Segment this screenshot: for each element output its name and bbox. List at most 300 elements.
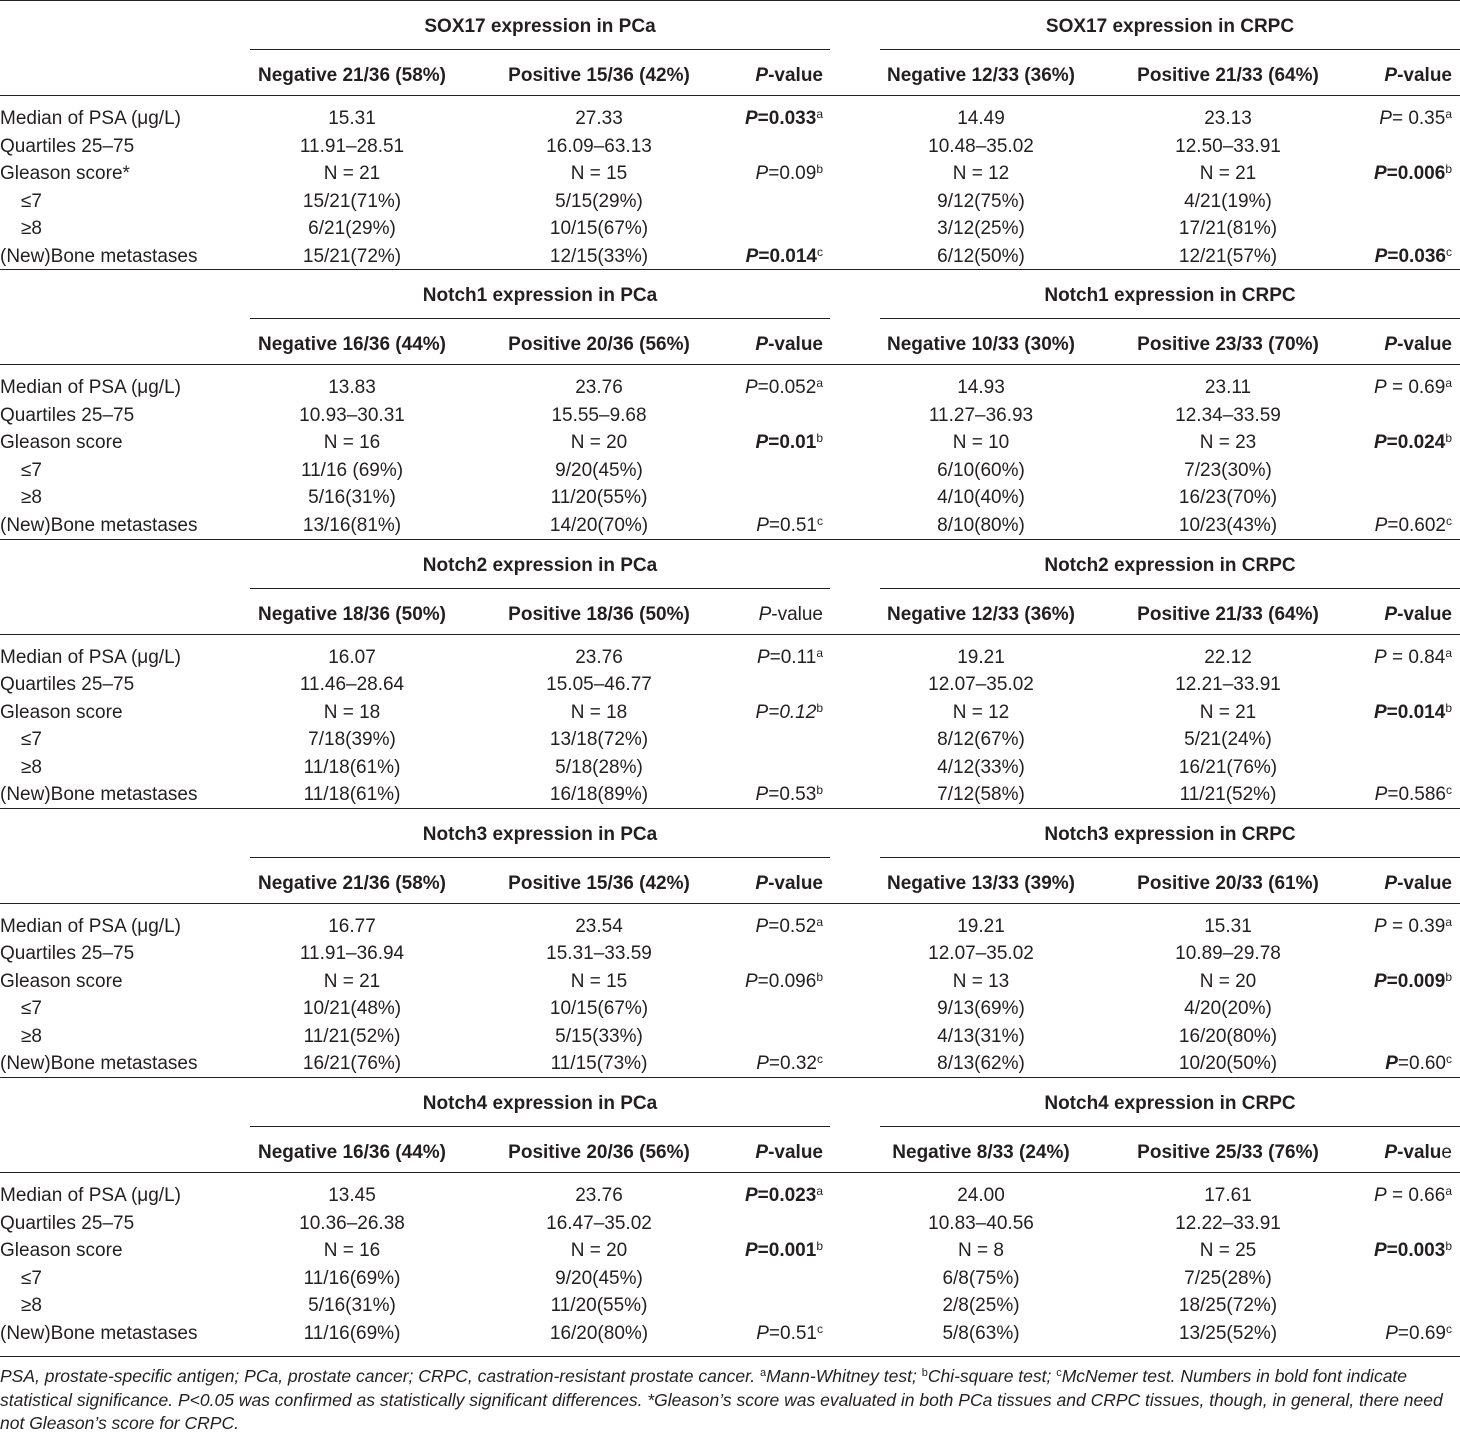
pca-pvalue-cell bbox=[756, 515, 823, 537]
pca-pvalue-cell-footnote-mark: a bbox=[816, 1184, 823, 1198]
pca-neg-cell: 11/16(69%) bbox=[303, 1267, 401, 1289]
crpc-pvalue-cell-p: P bbox=[1373, 701, 1387, 723]
pca-pvalue-header-value: -value bbox=[768, 872, 823, 894]
row-label: ≤7 bbox=[21, 1267, 42, 1289]
crpc-panel-title: Notch2 expression in CRPC bbox=[1044, 554, 1296, 576]
crpc-pvalue-cell-value: =0.024 bbox=[1386, 432, 1446, 454]
footnote-mark: b bbox=[921, 1367, 928, 1379]
pca-pvalue-cell bbox=[756, 432, 823, 454]
pca-neg-cell: 6/21(29%) bbox=[308, 218, 396, 239]
pca-neg-cell: 13.83 bbox=[328, 377, 376, 399]
pca-neg-cell: 11.91–28.51 bbox=[299, 135, 405, 157]
table-section bbox=[0, 539, 1460, 808]
crpc-pos-cell: N = 21 bbox=[1199, 163, 1257, 184]
header-rule bbox=[0, 364, 1460, 365]
pca-pvalue-header-p: P bbox=[755, 334, 769, 356]
crpc-pvalue-cell bbox=[1385, 1323, 1452, 1345]
row-label: Quartiles 25–75 bbox=[0, 404, 135, 426]
pca-pvalue-cell-p: P bbox=[744, 377, 758, 399]
pca-positive-header: Positive 18/36 (50%) bbox=[508, 603, 690, 625]
crpc-pvalue-cell bbox=[1385, 1053, 1452, 1075]
section-rule bbox=[0, 0, 1460, 1]
crpc-panel-title: Notch3 expression in CRPC bbox=[1044, 823, 1296, 845]
crpc-neg-cell: N = 13 bbox=[952, 970, 1010, 992]
crpc-pvalue-cell bbox=[1375, 784, 1452, 806]
pca-pos-cell: 12/15(33%) bbox=[549, 245, 649, 267]
crpc-pvalue-header-value: -valu bbox=[1397, 1142, 1442, 1163]
crpc-pvalue-cell-value: = 0.66 bbox=[1386, 1185, 1446, 1206]
crpc-title-rule bbox=[880, 49, 1460, 50]
crpc-neg-cell: 19.21 bbox=[957, 915, 1005, 937]
crpc-pos-cell: 12.21–33.91 bbox=[1175, 674, 1281, 695]
row-label: (New)Bone metastases bbox=[0, 514, 198, 536]
crpc-pos-cell: 4/21(19%) bbox=[1184, 190, 1272, 212]
crpc-pos-cell: 11/21(52%) bbox=[1179, 784, 1277, 805]
pca-pvalue-cell-p: P bbox=[745, 245, 759, 267]
crpc-pvalue-cell-p: P bbox=[1373, 432, 1387, 454]
crpc-title-rule bbox=[880, 857, 1460, 858]
pca-neg-cell: 11/21(52%) bbox=[303, 1025, 401, 1047]
crpc-pos-cell: 15.31 bbox=[1204, 915, 1252, 937]
pca-pos-cell: N = 20 bbox=[570, 432, 628, 454]
pca-pos-cell: 16.47–35.02 bbox=[546, 1212, 652, 1234]
crpc-pos-cell: 12.34–33.59 bbox=[1175, 404, 1281, 426]
crpc-positive-header: Positive 21/33 (64%) bbox=[1137, 603, 1319, 625]
crpc-neg-cell: N = 8 bbox=[958, 1240, 1004, 1261]
section-rule bbox=[0, 1077, 1460, 1078]
pca-pvalue-cell-p: P bbox=[755, 915, 769, 937]
pca-neg-cell: 5/16(31%) bbox=[308, 1295, 396, 1316]
pca-pvalue-cell bbox=[745, 108, 823, 130]
crpc-pvalue-cell-value: =0.006 bbox=[1386, 163, 1446, 184]
crpc-neg-cell: 24.00 bbox=[957, 1185, 1005, 1206]
crpc-neg-cell: 10.48–35.02 bbox=[928, 135, 1034, 157]
crpc-neg-cell: 2/8(25%) bbox=[942, 1295, 1020, 1316]
pca-panel-title: Notch4 expression in PCa bbox=[422, 1093, 658, 1114]
pca-pvalue-cell-footnote-mark: b bbox=[816, 969, 823, 984]
crpc-pvalue-cell-value: = 0.39 bbox=[1386, 915, 1446, 937]
row-label: ≥8 bbox=[21, 218, 42, 239]
pca-pvalue-cell-footnote-mark: c bbox=[817, 513, 823, 528]
pca-neg-cell: 11/18(61%) bbox=[303, 756, 401, 778]
crpc-neg-cell: 9/13(69%) bbox=[937, 998, 1025, 1020]
pca-negative-header: Negative 21/36 (58%) bbox=[258, 65, 446, 86]
pca-pvalue-header-p: P bbox=[755, 65, 769, 86]
pca-pos-cell: 23.76 bbox=[575, 377, 623, 399]
crpc-pvalue-cell-p: P bbox=[1373, 646, 1387, 668]
crpc-pvalue-cell-p: P bbox=[1374, 514, 1388, 536]
row-label: ≥8 bbox=[21, 756, 42, 778]
pca-neg-cell: 16.77 bbox=[328, 915, 376, 937]
crpc-pvalue-cell bbox=[1379, 108, 1452, 130]
crpc-pvalue-header-p: P bbox=[1384, 872, 1398, 894]
pca-title-rule bbox=[250, 857, 830, 858]
pca-pvalue-cell bbox=[756, 1053, 823, 1075]
crpc-pvalue-cell-value: =0.036 bbox=[1387, 245, 1446, 267]
pca-pos-cell: 10/15(67%) bbox=[549, 998, 649, 1020]
pca-pvalue-cell-value: =0.12 bbox=[768, 701, 817, 723]
footnote-text: Chi-square test; bbox=[927, 1366, 1057, 1386]
crpc-positive-header: Positive 21/33 (64%) bbox=[1137, 65, 1319, 86]
pca-pos-cell: 16/20(80%) bbox=[549, 1322, 649, 1344]
pca-pvalue-cell-footnote-mark: c bbox=[817, 244, 823, 259]
pca-pvalue-cell-footnote-mark: b bbox=[816, 431, 823, 446]
pca-pvalue-header-value: -value bbox=[771, 603, 823, 625]
pca-neg-cell: 10.36–26.38 bbox=[299, 1212, 405, 1234]
pca-pos-cell: N = 15 bbox=[570, 163, 628, 184]
pca-pos-cell: N = 20 bbox=[570, 1240, 628, 1261]
crpc-pvalue-cell-value: =0.003 bbox=[1386, 1240, 1446, 1261]
crpc-panel-title: Notch4 expression in CRPC bbox=[1044, 1093, 1296, 1114]
row-label: Median of PSA (μg/L) bbox=[0, 377, 181, 399]
crpc-pvalue-cell-footnote-mark: a bbox=[1445, 914, 1452, 929]
crpc-pvalue-cell-footnote-mark: a bbox=[1445, 645, 1452, 660]
pca-pos-cell: 15.05–46.77 bbox=[546, 674, 652, 695]
pca-pos-cell: N = 18 bbox=[570, 701, 628, 723]
pca-neg-cell: N = 16 bbox=[323, 432, 381, 454]
row-label: Median of PSA (μg/L) bbox=[0, 108, 181, 129]
crpc-pvalue-header-p: P bbox=[1384, 1142, 1398, 1163]
crpc-pvalue-cell-footnote-mark: b bbox=[1445, 700, 1452, 715]
crpc-pvalue-header bbox=[1384, 65, 1452, 87]
pca-pos-cell: 11/20(55%) bbox=[550, 487, 648, 509]
pca-pvalue-cell-value: =0.023 bbox=[757, 1185, 817, 1206]
crpc-pvalue-cell bbox=[1374, 1185, 1452, 1207]
crpc-pos-cell: N = 23 bbox=[1199, 432, 1257, 454]
pca-panel-title: Notch3 expression in PCa bbox=[422, 823, 658, 845]
pca-pvalue-cell-p: P bbox=[744, 108, 758, 129]
row-label: ≤7 bbox=[21, 998, 42, 1020]
crpc-pos-cell: 16/23(70%) bbox=[1178, 487, 1278, 509]
crpc-pos-cell: 17.61 bbox=[1204, 1185, 1252, 1206]
footnote-mark: c bbox=[1056, 1367, 1062, 1379]
pca-neg-cell: 5/16(31%) bbox=[308, 487, 396, 509]
pca-pos-cell: 16/18(89%) bbox=[549, 784, 649, 805]
crpc-pvalue-header-value: -value bbox=[1397, 603, 1452, 625]
crpc-pvalue-cell-footnote-mark: b bbox=[1445, 969, 1452, 984]
crpc-pvalue-header-p: P bbox=[1384, 603, 1398, 625]
crpc-neg-cell: 8/12(67%) bbox=[937, 729, 1025, 750]
pca-pvalue-cell-value: =0.001 bbox=[757, 1240, 817, 1261]
crpc-pvalue-cell-footnote-mark: c bbox=[1446, 1052, 1452, 1067]
pca-pos-cell: 9/20(45%) bbox=[555, 1267, 643, 1289]
crpc-pvalue-cell-footnote-mark: c bbox=[1446, 1321, 1452, 1336]
crpc-pvalue-header bbox=[1384, 873, 1452, 895]
crpc-pos-cell: N = 21 bbox=[1199, 701, 1257, 723]
crpc-pvalue-cell-value: =0.60 bbox=[1397, 1053, 1446, 1075]
crpc-pvalue-header-value: -value bbox=[1397, 872, 1452, 894]
crpc-positive-header: Positive 20/33 (61%) bbox=[1137, 872, 1319, 894]
crpc-pos-cell: 16/21(76%) bbox=[1178, 756, 1278, 778]
crpc-pvalue-cell bbox=[1374, 916, 1452, 938]
pca-pvalue-cell-value: =0.32 bbox=[768, 1053, 817, 1075]
pca-pvalue-header bbox=[759, 604, 823, 626]
pca-positive-header: Positive 15/36 (42%) bbox=[508, 872, 690, 894]
pca-neg-cell: 11/16 (69%) bbox=[300, 459, 404, 481]
crpc-positive-header: Positive 23/33 (70%) bbox=[1137, 334, 1319, 356]
pca-pvalue-cell-value: =0.51 bbox=[768, 1322, 817, 1344]
crpc-neg-cell: 4/13(31%) bbox=[937, 1025, 1025, 1047]
pca-pvalue-cell bbox=[756, 163, 823, 185]
row-label: (New)Bone metastases bbox=[0, 1053, 198, 1075]
pca-pvalue-cell-footnote-mark: a bbox=[816, 107, 823, 121]
pca-pvalue-cell-p: P bbox=[744, 1185, 758, 1206]
section-rule bbox=[0, 539, 1460, 540]
crpc-pvalue-cell bbox=[1374, 702, 1452, 724]
table-bottom-rule bbox=[0, 1356, 1460, 1357]
crpc-pvalue-cell-footnote-mark: b bbox=[1445, 1239, 1452, 1253]
row-label: ≥8 bbox=[21, 1025, 42, 1047]
pca-pvalue-cell bbox=[756, 1323, 823, 1345]
pca-pvalue-cell-value: =0.11 bbox=[769, 646, 817, 668]
pca-neg-cell: 10/21(48%) bbox=[302, 998, 402, 1020]
row-label: (New)Bone metastases bbox=[0, 245, 198, 267]
pca-pos-cell: 27.33 bbox=[575, 108, 623, 129]
crpc-pvalue-cell-value: =0.014 bbox=[1386, 701, 1446, 723]
table-section bbox=[0, 808, 1460, 1077]
row-label: Quartiles 25–75 bbox=[0, 674, 135, 695]
crpc-pvalue-cell-p: P bbox=[1373, 1185, 1387, 1206]
row-label: Quartiles 25–75 bbox=[0, 943, 135, 965]
section-rule bbox=[0, 269, 1460, 270]
crpc-pvalue-cell bbox=[1374, 647, 1452, 669]
footnote-text: Mann-Whitney test; bbox=[766, 1366, 922, 1386]
pca-pvalue-cell-footnote-mark: a bbox=[816, 645, 823, 660]
pca-negative-header: Negative 16/36 (44%) bbox=[258, 1142, 446, 1163]
crpc-pvalue-cell bbox=[1375, 246, 1452, 268]
crpc-neg-cell: 12.07–35.02 bbox=[928, 674, 1034, 695]
pca-panel-title: Notch1 expression in PCa bbox=[422, 285, 658, 307]
pca-pos-cell: 9/20(45%) bbox=[555, 459, 643, 481]
crpc-panel-title: SOX17 expression in CRPC bbox=[1045, 16, 1295, 37]
pca-pvalue-cell-p: P bbox=[755, 701, 769, 723]
pca-title-rule bbox=[250, 49, 830, 50]
pca-neg-cell: 15/21(71%) bbox=[302, 190, 402, 212]
pca-pvalue-cell-value: =0.01 bbox=[768, 432, 817, 454]
pca-negative-header: Negative 21/36 (58%) bbox=[258, 872, 446, 894]
row-label: Gleason score bbox=[0, 1240, 123, 1261]
crpc-pvalue-cell bbox=[1374, 971, 1452, 993]
pca-neg-cell: 15.31 bbox=[328, 108, 376, 129]
crpc-pvalue-cell-p: P bbox=[1374, 784, 1388, 805]
footnote-text: McNemer test. Numbers in bold font indicate statistical significance. P<0.05 was confirmed as statistically significant differences. *Gleason’s score was evaluated in both PCa tissues and CRPC tissues, though, in general, there need not Gleason’s score for CRPC. bbox=[0, 1366, 1443, 1433]
row-label: ≤7 bbox=[21, 190, 42, 212]
row-label: ≤7 bbox=[21, 729, 42, 750]
crpc-pvalue-cell bbox=[1374, 1240, 1452, 1262]
crpc-neg-cell: N = 12 bbox=[952, 701, 1010, 723]
row-label: Gleason score bbox=[0, 701, 123, 723]
crpc-pos-cell: N = 25 bbox=[1199, 1240, 1257, 1261]
pca-pvalue-cell bbox=[756, 916, 823, 938]
crpc-pvalue-cell-footnote-mark: c bbox=[1446, 513, 1452, 528]
pca-negative-header: Negative 18/36 (50%) bbox=[258, 603, 446, 625]
crpc-pvalue-cell-value: = 0.69 bbox=[1386, 377, 1446, 399]
pca-neg-cell: N = 21 bbox=[323, 970, 381, 992]
crpc-positive-header: Positive 25/33 (76%) bbox=[1137, 1142, 1319, 1163]
crpc-pvalue-cell bbox=[1375, 515, 1452, 537]
crpc-pvalue-header-tail: e bbox=[1441, 1142, 1452, 1163]
table-section bbox=[0, 269, 1460, 538]
pca-title-rule bbox=[250, 588, 830, 589]
pca-panel-title: Notch2 expression in PCa bbox=[422, 554, 658, 576]
crpc-pvalue-header-p: P bbox=[1384, 334, 1398, 356]
pca-pvalue-cell-footnote-mark: c bbox=[817, 1321, 823, 1336]
crpc-pos-cell: 10/20(50%) bbox=[1178, 1053, 1278, 1075]
pca-pvalue-cell-p: P bbox=[756, 646, 770, 668]
crpc-pvalue-cell-p: P bbox=[1373, 163, 1387, 184]
pca-pvalue-header-value: -value bbox=[768, 1142, 823, 1163]
pca-pos-cell: 5/15(29%) bbox=[555, 190, 643, 212]
table-section bbox=[0, 1077, 1460, 1346]
pca-pvalue-cell bbox=[756, 784, 823, 806]
pca-pos-cell: N = 15 bbox=[570, 970, 628, 992]
crpc-neg-cell: N = 10 bbox=[952, 432, 1010, 454]
pca-title-rule bbox=[250, 318, 830, 319]
crpc-pos-cell: 18/25(72%) bbox=[1178, 1295, 1278, 1316]
pca-pos-cell: 10/15(67%) bbox=[549, 218, 649, 239]
crpc-pvalue-cell-value: =0.009 bbox=[1386, 970, 1446, 992]
pca-neg-cell: 13.45 bbox=[328, 1185, 376, 1206]
row-label: ≤7 bbox=[21, 459, 42, 481]
pca-neg-cell: N = 21 bbox=[323, 163, 381, 184]
pca-pvalue-cell-p: P bbox=[756, 1053, 769, 1075]
pca-pvalue-cell-p: P bbox=[744, 1240, 758, 1261]
header-rule bbox=[0, 903, 1460, 904]
pca-pvalue-cell bbox=[745, 1185, 823, 1207]
pca-pvalue-cell-p: P bbox=[756, 514, 769, 536]
pca-pos-cell: 23.76 bbox=[575, 646, 623, 668]
crpc-pos-cell: 4/20(20%) bbox=[1184, 998, 1272, 1020]
pca-neg-cell: 11.46–28.64 bbox=[299, 674, 405, 695]
pca-neg-cell: N = 16 bbox=[323, 1240, 381, 1261]
crpc-pvalue-cell-footnote-mark: b bbox=[1445, 162, 1452, 176]
table-footnote bbox=[0, 1365, 1460, 1436]
pca-pos-cell: 11/15(73%) bbox=[550, 1053, 648, 1075]
crpc-negative-header: Negative 10/33 (30%) bbox=[887, 334, 1075, 356]
pca-pos-cell: 15.55–9.68 bbox=[551, 404, 647, 426]
pca-pvalue-header bbox=[755, 873, 823, 895]
pca-pvalue-cell bbox=[757, 647, 823, 669]
row-label: Gleason score bbox=[0, 970, 123, 992]
header-rule bbox=[0, 634, 1460, 635]
crpc-pvalue-cell bbox=[1374, 377, 1452, 399]
pca-pvalue-cell-p: P bbox=[755, 432, 769, 454]
pca-neg-cell: 10.93–30.31 bbox=[299, 404, 405, 426]
pca-pos-cell: 23.76 bbox=[575, 1185, 623, 1206]
crpc-neg-cell: 19.21 bbox=[957, 646, 1005, 668]
pca-neg-cell: 16/21(76%) bbox=[302, 1053, 402, 1075]
crpc-neg-cell: 4/12(33%) bbox=[937, 756, 1025, 778]
pca-positive-header: Positive 15/36 (42%) bbox=[508, 65, 690, 86]
crpc-negative-header: Negative 12/33 (36%) bbox=[887, 65, 1075, 86]
crpc-neg-cell: 6/8(75%) bbox=[942, 1267, 1020, 1289]
crpc-title-rule bbox=[880, 588, 1460, 589]
pca-pos-cell: 23.54 bbox=[575, 915, 623, 937]
pca-panel-title: SOX17 expression in PCa bbox=[424, 16, 656, 37]
crpc-pvalue-cell-value: = 0.84 bbox=[1386, 646, 1446, 668]
row-label: (New)Bone metastases bbox=[0, 784, 198, 805]
pca-pvalue-cell-footnote-mark: b bbox=[816, 783, 823, 797]
crpc-pvalue-header-value: -value bbox=[1397, 65, 1452, 86]
pca-neg-cell: 11/16(69%) bbox=[303, 1322, 401, 1344]
header-rule bbox=[0, 1172, 1460, 1173]
pca-neg-cell: 13/16(81%) bbox=[302, 514, 402, 536]
crpc-pvalue-cell-p: P bbox=[1379, 108, 1392, 129]
pca-pvalue-header-value: -value bbox=[768, 65, 823, 86]
crpc-pos-cell: 10/23(43%) bbox=[1178, 514, 1278, 536]
crpc-pvalue-cell-value: =0.69 bbox=[1397, 1322, 1446, 1344]
crpc-neg-cell: 8/13(62%) bbox=[937, 1053, 1025, 1075]
row-label: Quartiles 25–75 bbox=[0, 1212, 135, 1234]
row-label: Median of PSA (μg/L) bbox=[0, 646, 181, 668]
pca-neg-cell: 11.91–36.94 bbox=[299, 943, 405, 965]
crpc-neg-cell: 7/12(58%) bbox=[937, 784, 1025, 805]
crpc-neg-cell: 11.27–36.93 bbox=[928, 404, 1034, 426]
crpc-neg-cell: 6/10(60%) bbox=[937, 459, 1025, 481]
crpc-neg-cell: 14.49 bbox=[957, 108, 1005, 129]
pca-pvalue-cell bbox=[745, 377, 823, 399]
crpc-pos-cell: 12/21(57%) bbox=[1178, 245, 1278, 267]
crpc-pvalue-cell-value: =0.586 bbox=[1387, 784, 1446, 805]
pca-pvalue-cell-footnote-mark: b bbox=[816, 700, 823, 715]
pca-neg-cell: 15/21(72%) bbox=[302, 245, 402, 267]
pca-pos-cell: 13/18(72%) bbox=[549, 729, 649, 750]
pca-pvalue-header-value: -value bbox=[768, 334, 823, 356]
crpc-pvalue-header-value: -value bbox=[1397, 334, 1452, 356]
pca-pvalue-cell-value: =0.033 bbox=[757, 108, 817, 129]
crpc-neg-cell: 6/12(50%) bbox=[937, 245, 1025, 267]
pca-neg-cell: 7/18(39%) bbox=[308, 729, 396, 750]
pca-pvalue-header bbox=[755, 65, 823, 87]
crpc-pvalue-cell-p: P bbox=[1373, 915, 1387, 937]
pca-pos-cell: 16.09–63.13 bbox=[546, 135, 652, 157]
crpc-neg-cell: 5/8(63%) bbox=[942, 1322, 1020, 1344]
crpc-pvalue-header bbox=[1384, 334, 1452, 356]
pca-neg-cell: N = 18 bbox=[323, 701, 381, 723]
crpc-panel-title: Notch1 expression in CRPC bbox=[1044, 285, 1296, 307]
pca-neg-cell: 11/18(61%) bbox=[303, 784, 401, 805]
crpc-neg-cell: 14.93 bbox=[957, 377, 1005, 399]
crpc-pvalue-cell-p: P bbox=[1373, 970, 1387, 992]
crpc-pos-cell: 10.89–29.78 bbox=[1175, 943, 1281, 965]
pca-pvalue-cell-footnote-mark: a bbox=[816, 376, 823, 391]
crpc-pvalue-cell-p: P bbox=[1385, 1322, 1398, 1344]
crpc-negative-header: Negative 12/33 (36%) bbox=[887, 603, 1075, 625]
crpc-pvalue-cell-footnote-mark: a bbox=[1445, 1184, 1452, 1198]
pca-pvalue-cell-value: =0.096 bbox=[757, 970, 817, 992]
pca-pvalue-cell-p: P bbox=[755, 784, 769, 805]
crpc-pvalue-cell bbox=[1374, 432, 1452, 454]
pca-pvalue-header bbox=[755, 1142, 823, 1164]
crpc-neg-cell: 12.07–35.02 bbox=[928, 943, 1034, 965]
crpc-pvalue-cell-p: P bbox=[1374, 245, 1388, 267]
pca-pvalue-cell-p: P bbox=[755, 163, 769, 184]
crpc-neg-cell: N = 12 bbox=[952, 163, 1010, 184]
crpc-pvalue-header bbox=[1384, 1142, 1452, 1164]
crpc-pvalue-cell-p: P bbox=[1373, 1240, 1387, 1261]
pca-pvalue-header-p: P bbox=[755, 1142, 769, 1163]
pca-pvalue-cell-footnote-mark: b bbox=[816, 162, 823, 176]
pca-pos-cell: 5/18(28%) bbox=[555, 756, 643, 778]
pca-pvalue-cell bbox=[745, 971, 823, 993]
row-label: Median of PSA (μg/L) bbox=[0, 915, 181, 937]
crpc-pvalue-header bbox=[1384, 604, 1452, 626]
pca-pvalue-cell-value: =0.052 bbox=[757, 377, 817, 399]
crpc-pos-cell: 12.22–33.91 bbox=[1175, 1212, 1281, 1234]
pca-pvalue-cell bbox=[746, 246, 823, 268]
pca-pos-cell: 5/15(33%) bbox=[555, 1025, 643, 1047]
pca-pos-cell: 11/20(55%) bbox=[550, 1295, 648, 1316]
